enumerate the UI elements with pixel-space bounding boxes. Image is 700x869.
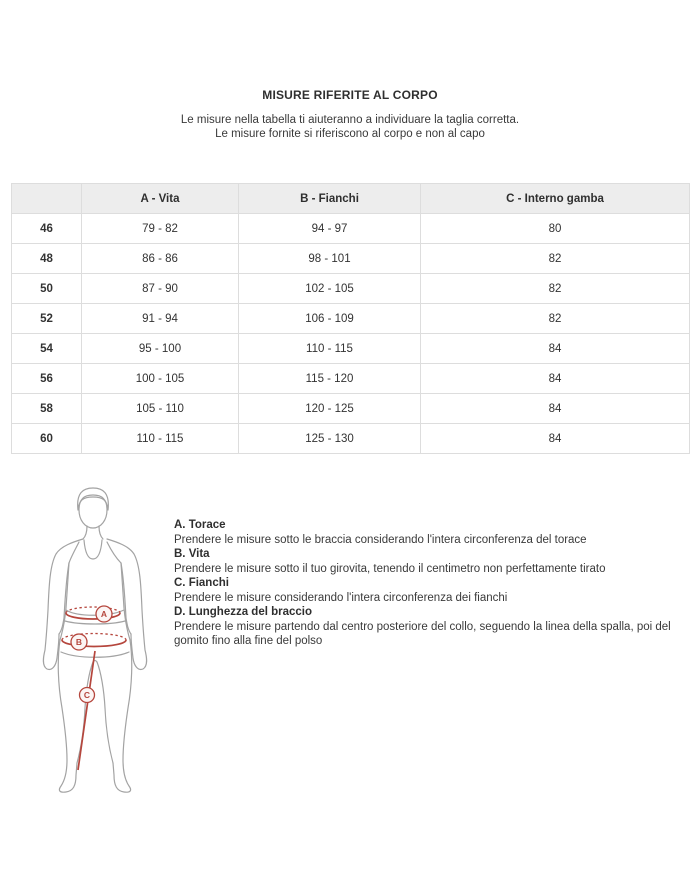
guide-label: B. Vita xyxy=(174,548,210,560)
table-row xyxy=(12,304,690,334)
table-row xyxy=(12,214,690,244)
vita-cell: 95 - 100 xyxy=(82,334,239,364)
vita-cell: 105 - 110 xyxy=(82,394,239,424)
guide-item-torace xyxy=(174,518,694,547)
header-size xyxy=(12,184,82,214)
size-cell: 54 xyxy=(12,334,82,364)
fianchi-cell: 102 - 105 xyxy=(239,274,421,304)
interno-gamba-cell: 84 xyxy=(421,364,690,394)
figure-head xyxy=(79,495,107,528)
table-row xyxy=(12,364,690,394)
size-cell: 58 xyxy=(12,394,82,424)
subtitle-line-1: Le misure nella tabella ti aiuteranno a individuare la taglia corretta. xyxy=(180,114,520,126)
fianchi-cell: 115 - 120 xyxy=(239,364,421,394)
interno-gamba-cell: 84 xyxy=(421,334,690,364)
vita-cell: 100 - 105 xyxy=(82,364,239,394)
fianchi-cell: 94 - 97 xyxy=(239,214,421,244)
guide-description: Prendere le misure considerando l'intera circonferenza dei fianchi xyxy=(174,591,508,604)
interno-gamba-cell: 82 xyxy=(421,304,690,334)
marker-b-label: B xyxy=(75,637,83,647)
fianchi-cell: 106 - 109 xyxy=(239,304,421,334)
table-row xyxy=(12,394,690,424)
guide-label: D. Lunghezza del braccio xyxy=(174,606,313,618)
guide-label: A. Torace xyxy=(174,519,226,531)
guide-item-fianchi xyxy=(174,576,694,605)
header-vita: A - Vita xyxy=(82,184,239,214)
table-row xyxy=(12,334,690,364)
vita-cell: 91 - 94 xyxy=(82,304,239,334)
measurement-guide xyxy=(174,518,694,649)
size-cell: 56 xyxy=(12,364,82,394)
interno-gamba-cell: 82 xyxy=(421,244,690,274)
interno-gamba-cell: 84 xyxy=(421,394,690,424)
guide-item-vita xyxy=(174,547,694,576)
page-subtitle xyxy=(0,113,700,141)
marker-c-label: C xyxy=(83,690,91,700)
guide-description: Prendere le misure sotto le braccia considerando l'intera circonferenza del torace xyxy=(174,533,587,546)
subtitle-line-2: Le misure fornite si riferiscono al corpo e non al capo xyxy=(215,128,485,140)
inseam-measure-line xyxy=(78,651,95,770)
fianchi-cell: 125 - 130 xyxy=(239,424,421,454)
guide-label: C. Fianchi xyxy=(174,577,229,589)
guide-description: Prendere le misure partendo dal centro posteriore del collo, seguendo la linea della spalla, poi del gomito fino alla fine del polso xyxy=(174,620,671,647)
fianchi-cell: 110 - 115 xyxy=(239,334,421,364)
fianchi-cell: 98 - 101 xyxy=(239,244,421,274)
size-cell: 48 xyxy=(12,244,82,274)
guide-item-lunghezza-braccio xyxy=(174,605,694,649)
vita-cell: 79 - 82 xyxy=(82,214,239,244)
interno-gamba-cell: 84 xyxy=(421,424,690,454)
body-measurement-figure xyxy=(25,460,195,830)
vita-cell: 86 - 86 xyxy=(82,244,239,274)
table-header-row xyxy=(12,184,690,214)
table-row xyxy=(12,424,690,454)
fianchi-cell: 120 - 125 xyxy=(239,394,421,424)
table-row xyxy=(12,244,690,274)
size-cell: 52 xyxy=(12,304,82,334)
header-fianchi: B - Fianchi xyxy=(239,184,421,214)
size-table xyxy=(11,183,690,454)
page-header xyxy=(0,88,700,141)
guide-description: Prendere le misure sotto il tuo girovita, tenendo il centimetro non perfettamente tirato xyxy=(174,562,606,575)
size-cell: 50 xyxy=(12,274,82,304)
size-cell: 60 xyxy=(12,424,82,454)
marker-a-label: A xyxy=(100,609,108,619)
interno-gamba-cell: 80 xyxy=(421,214,690,244)
table-row xyxy=(12,274,690,304)
interno-gamba-cell: 82 xyxy=(421,274,690,304)
size-cell: 46 xyxy=(12,214,82,244)
header-interno-gamba: C - Interno gamba xyxy=(421,184,690,214)
vita-cell: 87 - 90 xyxy=(82,274,239,304)
page-title: MISURE RIFERITE AL CORPO xyxy=(262,88,438,102)
vita-cell: 110 - 115 xyxy=(82,424,239,454)
